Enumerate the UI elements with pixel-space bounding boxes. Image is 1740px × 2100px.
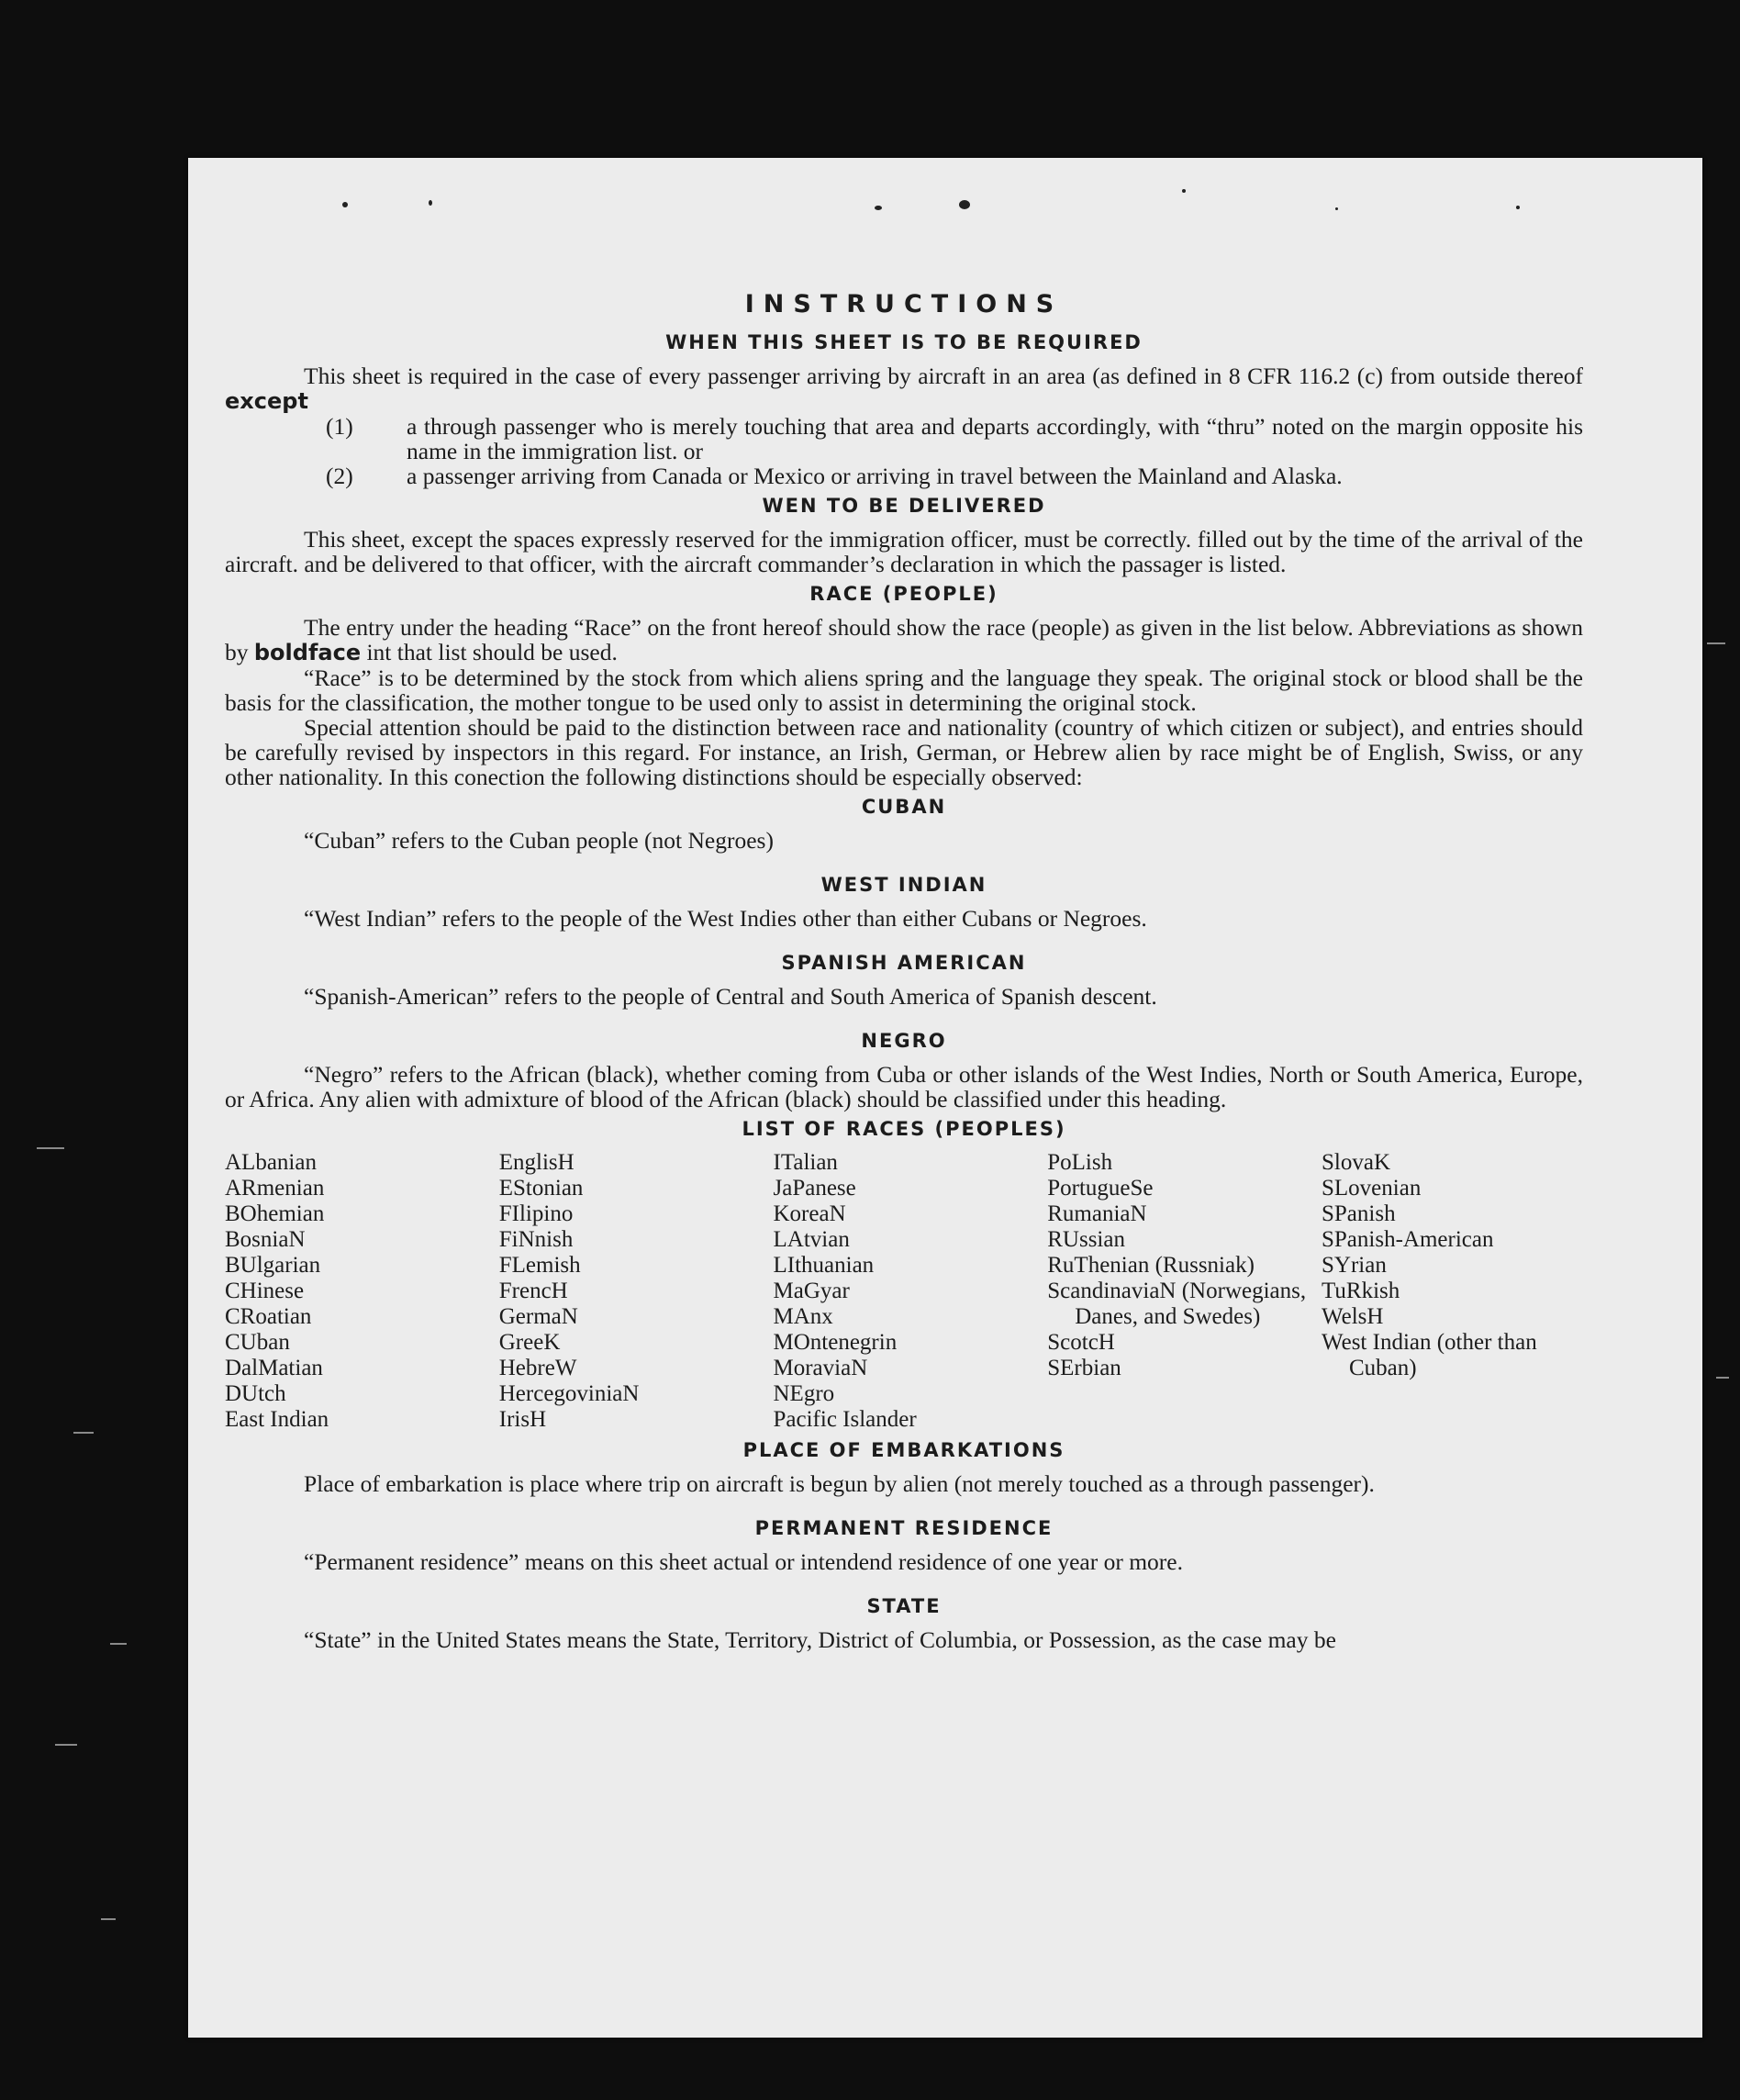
race-item: DalMatian — [225, 1356, 323, 1380]
races-column — [1047, 1150, 1309, 1433]
races-column — [225, 1150, 486, 1433]
exception-item — [225, 464, 1583, 488]
heading-race: RACE (PEOPLE) — [809, 583, 998, 605]
races-column — [499, 1150, 761, 1433]
heading-when-delivered: WEN TO BE DELIVERED — [762, 495, 1046, 517]
race-item: ScotcH — [1047, 1330, 1115, 1355]
document-title: INSTRUCTIONS — [744, 290, 1064, 318]
heading-place-of-embarkation: PLACE OF EMBARKATIONS — [742, 1439, 1065, 1461]
race-item: MoraviaN — [773, 1356, 868, 1380]
when-required-intro-text: This sheet is required in the case of every passenger arriving by aircraft in an area (as defined in 8 CFR 116.2 (c) from outside thereof — [304, 363, 1583, 389]
race-item: FrencH — [498, 1279, 568, 1303]
race-item: SPanish-American — [1322, 1227, 1494, 1252]
race-item: FIlipino — [498, 1201, 574, 1226]
heading-spanish-american: SPANISH AMERICAN — [781, 952, 1027, 974]
race-item: SLovenian — [1322, 1176, 1422, 1201]
race-item: CUban — [225, 1330, 290, 1355]
race-item: West Indian (other than Cuban) — [1322, 1330, 1537, 1380]
exception-text: a through passenger who is merely touching that area and departs accordingly, with “thru” noted on the margin opposite his name in the immigration list. or — [407, 413, 1583, 464]
race-item: PortugueSe — [1047, 1176, 1154, 1201]
races-list — [225, 1150, 1583, 1433]
race-item: ALbanian — [225, 1150, 317, 1175]
race-item: RumaniaN — [1047, 1201, 1147, 1226]
race-item: East Indian — [225, 1407, 329, 1432]
race-item: BOhemian — [225, 1201, 325, 1226]
race-item: GermaN — [498, 1304, 578, 1329]
race-item: TuRkish — [1322, 1279, 1400, 1303]
exception-number: (1) — [326, 413, 353, 440]
permanent-residence-text: “Permanent residence” means on this sheet actual or intendend residence of one year or more. — [304, 1548, 1183, 1575]
state-text: “State” in the United States means the State, Territory, District of Columbia, or Possession, as the case may be — [304, 1626, 1336, 1653]
race-item: MAnx — [773, 1304, 833, 1329]
race-paragraph-3: Special attention should be paid to the distinction between race and nationality (country of which citizen or subject), and entries should be carefully revised by inspectors in this regard. For instance, an Irish, German, or Hebrew alien by race might be of English, Swiss, or any other nationality. In this conection the following distinctions should be especially observed: — [225, 714, 1583, 790]
race-item: JaPanese — [773, 1176, 856, 1201]
race-item: WelsH — [1322, 1304, 1384, 1329]
race-p1-boldface: boldface — [253, 640, 362, 665]
exceptions-list — [225, 414, 1583, 488]
race-item: KoreaN — [773, 1201, 846, 1226]
race-paragraph-2: “Race” is to be determined by the stock from which aliens spring and the language they speak. The original stock or blood shall be the basis for the classification, the mother tongue to be used only to assist in determining the original stock. — [225, 665, 1583, 716]
when-delivered-text: This sheet, except the spaces expressly reserved for the immigration officer, must be correctly. filled out by the time of the arrival of the aircraft. and be delivered to that officer, with the aircraft commander’s declaration in which the passager is listed. — [225, 526, 1583, 577]
race-item: DUtch — [225, 1381, 286, 1406]
race-item: EnglisH — [498, 1150, 574, 1175]
race-item: EStonian — [498, 1176, 584, 1201]
cuban-text: “Cuban” refers to the Cuban people (not Negroes) — [304, 827, 774, 854]
races-column — [774, 1150, 1035, 1433]
race-item: FiNnish — [498, 1227, 574, 1252]
race-item: RuThenian (Russniak) — [1047, 1253, 1255, 1278]
heading-west-indian: WEST INDIAN — [820, 874, 987, 896]
exception-text: a passenger arriving from Canada or Mexico or arriving in travel between the Mainland and Alaska. — [407, 463, 1343, 489]
heading-list-of-races: LIST OF RACES (PEOPLES) — [742, 1118, 1066, 1140]
race-item: MOntenegrin — [773, 1330, 898, 1355]
instructions-content — [225, 286, 1583, 1652]
race-item: Pacific Islander — [773, 1407, 917, 1432]
race-item: SlovaK — [1322, 1150, 1390, 1175]
heading-when-required: WHEN THIS SHEET IS TO BE REQUIRED — [665, 331, 1143, 353]
heading-permanent-residence: PERMANENT RESIDENCE — [754, 1517, 1054, 1539]
heading-negro: NEGRO — [861, 1030, 947, 1052]
document-page — [188, 158, 1702, 2038]
race-item: CHinese — [225, 1279, 305, 1303]
race-item: SErbian — [1047, 1356, 1121, 1380]
race-paragraph-1 — [225, 615, 1583, 665]
race-p1-text-end: int that list should be used. — [366, 639, 618, 665]
negro-text: “Negro” refers to the African (black), whether coming from Cuba or other islands of the West Indies, North or South America, Europe, or Africa. Any alien with admixture of blood of the African (black) should be classified under this heading. — [225, 1061, 1583, 1112]
race-item: BosniaN — [225, 1227, 306, 1252]
west-indian-text: “West Indian” refers to the people of the West Indies other than either Cubans or Negroes. — [304, 905, 1147, 932]
race-item: MaGyar — [773, 1279, 850, 1303]
race-item: LIthuanian — [773, 1253, 875, 1278]
exception-item — [225, 414, 1583, 464]
race-item: ITalian — [773, 1150, 838, 1175]
race-item: BUlgarian — [225, 1253, 321, 1278]
heading-state: STATE — [866, 1595, 942, 1617]
race-item: RUssian — [1047, 1227, 1125, 1252]
race-item: HebreW — [498, 1356, 577, 1380]
race-item: IrisH — [498, 1407, 547, 1432]
when-required-except: except — [225, 388, 308, 414]
when-required-intro — [225, 363, 1583, 414]
place-of-embarkation-text: Place of embarkation is place where trip on aircraft is begun by alien (not merely touched as a through passenger). — [304, 1470, 1375, 1497]
heading-cuban: CUBAN — [861, 796, 947, 818]
race-item: ScandinaviaN (Norwegians, Danes, and Swedes) — [1047, 1279, 1307, 1329]
race-item: ARmenian — [225, 1176, 325, 1201]
races-column — [1322, 1150, 1583, 1433]
race-item: FLemish — [498, 1253, 581, 1278]
race-item: LAtvian — [773, 1227, 850, 1252]
race-item: SPanish — [1322, 1201, 1396, 1226]
race-item: HercegoviniaN — [498, 1381, 640, 1406]
race-item: PoLish — [1047, 1150, 1113, 1175]
race-p1-text: The entry under the heading “Race” on the front hereof should show the race (people) as given in the list below. Abbreviations as shown by — [225, 614, 1583, 665]
race-item: SYrian — [1322, 1253, 1387, 1278]
race-item: CRoatian — [225, 1304, 312, 1329]
exception-number: (2) — [326, 463, 353, 489]
race-item: NEgro — [773, 1381, 835, 1406]
spanish-american-text: “Spanish-American” refers to the people of Central and South America of Spanish descent. — [304, 983, 1157, 1010]
race-item: GreeK — [498, 1330, 561, 1355]
